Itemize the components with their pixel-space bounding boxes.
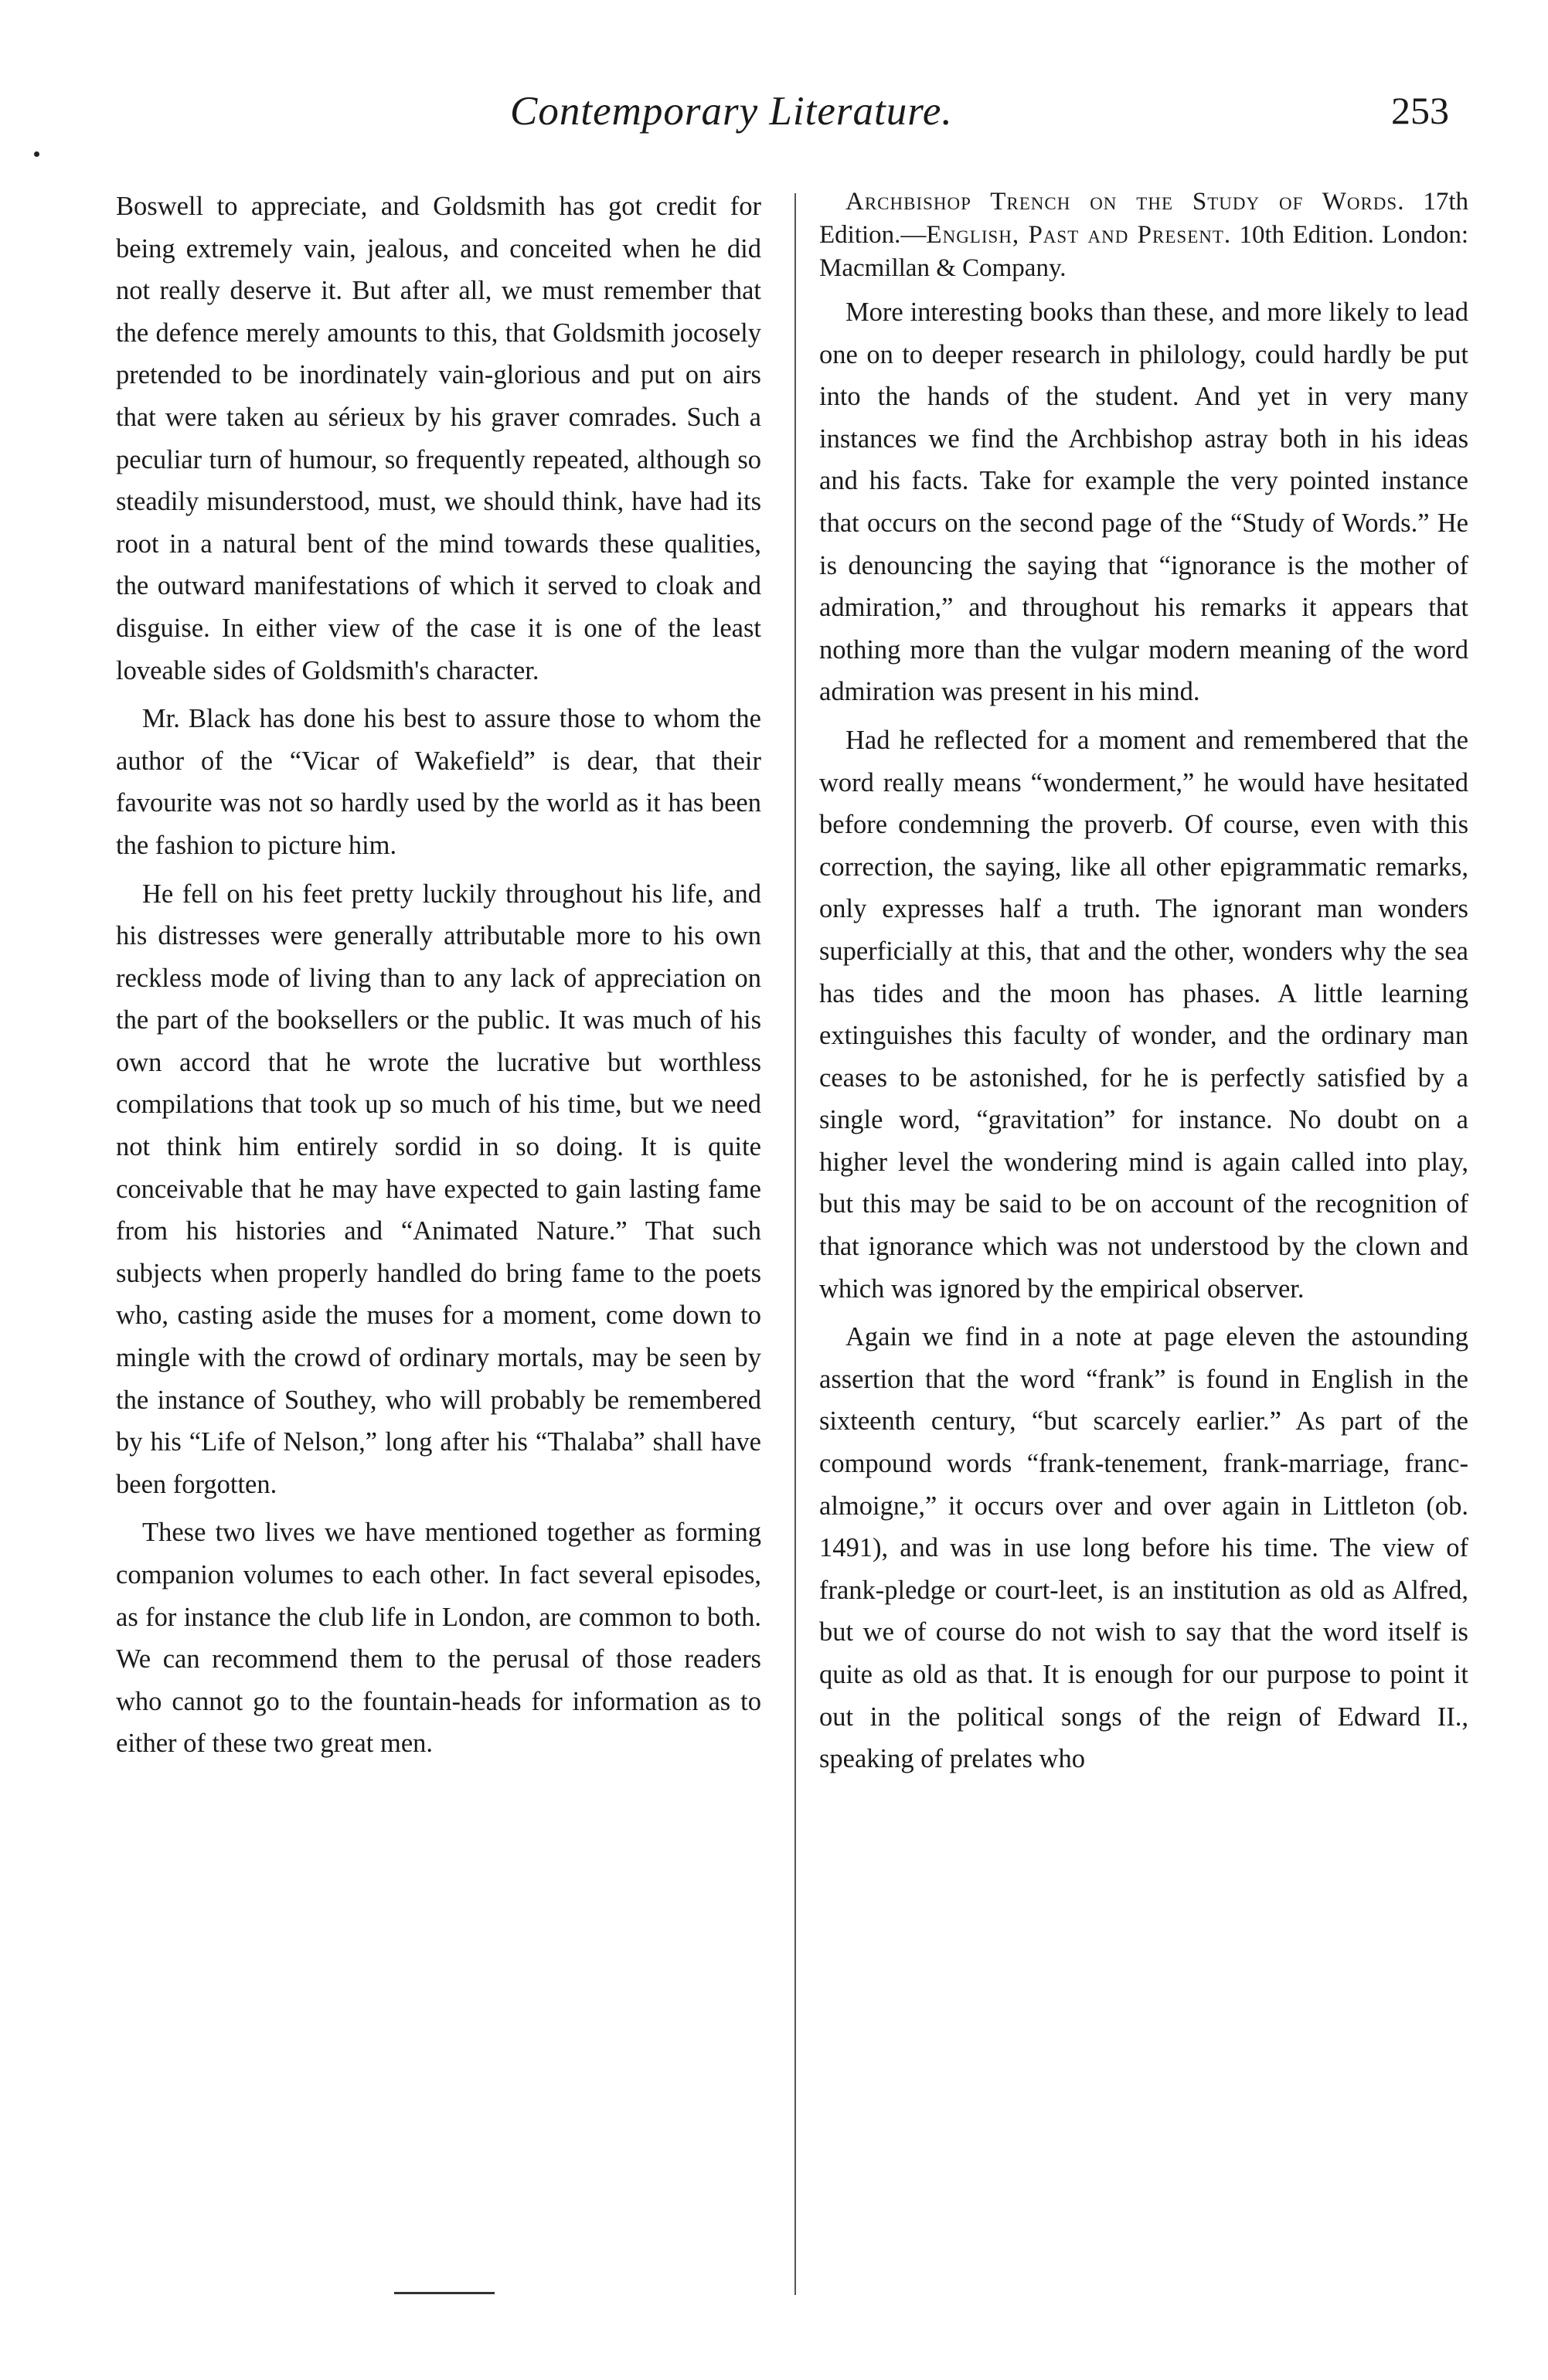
right-column [819, 185, 1468, 1787]
section-end-rule [394, 2292, 495, 2294]
review-edition-2: 10th Edition. [1239, 221, 1374, 249]
running-title: Contemporary Literature. [510, 89, 953, 134]
page-number: 253 [1391, 89, 1449, 132]
column-divider [794, 193, 796, 2295]
review-edition-1: 17th Edition. [819, 188, 1469, 249]
left-column [116, 185, 761, 1771]
right-paragraph-1: More interesting books than these, and more likely to lead one on to deeper research in philology, could hardly be put into the hands of the student. And yet in very many instances we find the Archbishop astray both in his ideas and his facts. Take for example the very pointed instance that occurs on the second page of the “Study of Words.” He is denouncing the saying that “ignorance is the mother of admiration,” and throughout his remarks it appears that nothing more than the vulgar modern meaning of the word admiration was present in his mind. [819, 298, 1468, 707]
left-paragraph-4: These two lives we have mentioned together as forming companion volumes to each other. In fact several episodes, as for instance the club life in London, are common to both. We can recommend them to the perusal of those readers who cannot go to the fountain-heads for information as to either of these two great men. [116, 1518, 761, 1759]
left-paragraph-1: Boswell to appreciate, and Goldsmith has got credit for being extremely vain, jealous, and conceited when he did not really deserve it. But after all, we must remember that the defence merely amounts to this, that Goldsmith jocosely pretended to be inordinately vain-glorious and put on airs that were taken au sérieux by his graver comrades. Such a peculiar turn of humour, so frequently repeated, although so steadily misunderstood, must, we should think, have had its root in a natural bent of the mind towards these qualities, the outward manifestations of which it served to cloak and disguise. In either view of the case it is one of the least loveable sides of Goldsmith's character. [116, 192, 761, 685]
right-paragraph-2: Had he reflected for a moment and remembered that the word really means “wonderment,” he would have hesitated before condemning the proverb. Of course, even with this correction, the saying, like all other epigrammatic remarks, only expresses half a truth. The ignorant man wonders superficially at this, that and the other, wonders why the sea has tides and the moon has phases. A little learning extinguishes this faculty of wonder, and the ordinary man ceases to be astonished, for he is perfectly satisfied by a single word, “gravitation” for instance. No doubt on a higher level the wondering mind is again called into play, but this may be said to be on account of the recognition of that ignorance which was not understood by the clown and which was ignored by the empirical observer. [819, 725, 1468, 1304]
margin-dot [34, 151, 39, 157]
review-publisher: London: Macmillan & Company. [819, 221, 1468, 282]
review-heading: Archbishop Trench on the Study of Words. 17th Edition.—English, Past and Present. 10th Edition. London: Macmillan & Company. [819, 188, 1469, 282]
right-paragraph-3: Again we find in a note at page eleven the astounding assertion that the word “frank” is found in English in the sixteenth century, “but scarcely earlier.” As part of the compound words “frank-tenement, frank-marriage, franc-almoigne,” it occurs over and over again in Littleton (ob. 1491), and was in use long before his time. The view of frank-pledge or court-leet, is an institution as old as Alfred, but we of course do not wish to say that the word itself is quite as old as that. It is enough for our purpose to point it out in the political songs of the reign of Edward II., speaking of prelates who [819, 1322, 1468, 1774]
running-head [0, 77, 1548, 139]
left-paragraph-2: Mr. Black has done his best to assure those to whom the author of the “Vicar of Wakefield” is dear, that their favourite was not so hardly used by the world as it has been the fashion to picture him. [116, 704, 761, 860]
review-title-1: Archbishop Trench on the Study of Words. [845, 188, 1405, 216]
review-title-2: English, Past and Present. [926, 221, 1232, 249]
left-paragraph-3: He fell on his feet pretty luckily throughout his life, and his distresses were generally attributable more to his own reckless mode of living than to any lack of appreciation on the part of the booksellers or the public. It was much of his own accord that he wrote the lucrative but worthless compilations that took up so much of his time, but we need not think him entirely sordid in so doing. It is quite conceivable that he may have expected to gain lasting fame from his histories and “Animated Nature.” That such subjects when properly handled do bring fame to the poets who, casting aside the muses for a moment, come down to mingle with the crowd of ordinary mortals, may be seen by the instance of Southey, who will probably be remembered by his “Life of Nelson,” long after his “Thalaba” shall have been forgotten. [116, 879, 761, 1499]
